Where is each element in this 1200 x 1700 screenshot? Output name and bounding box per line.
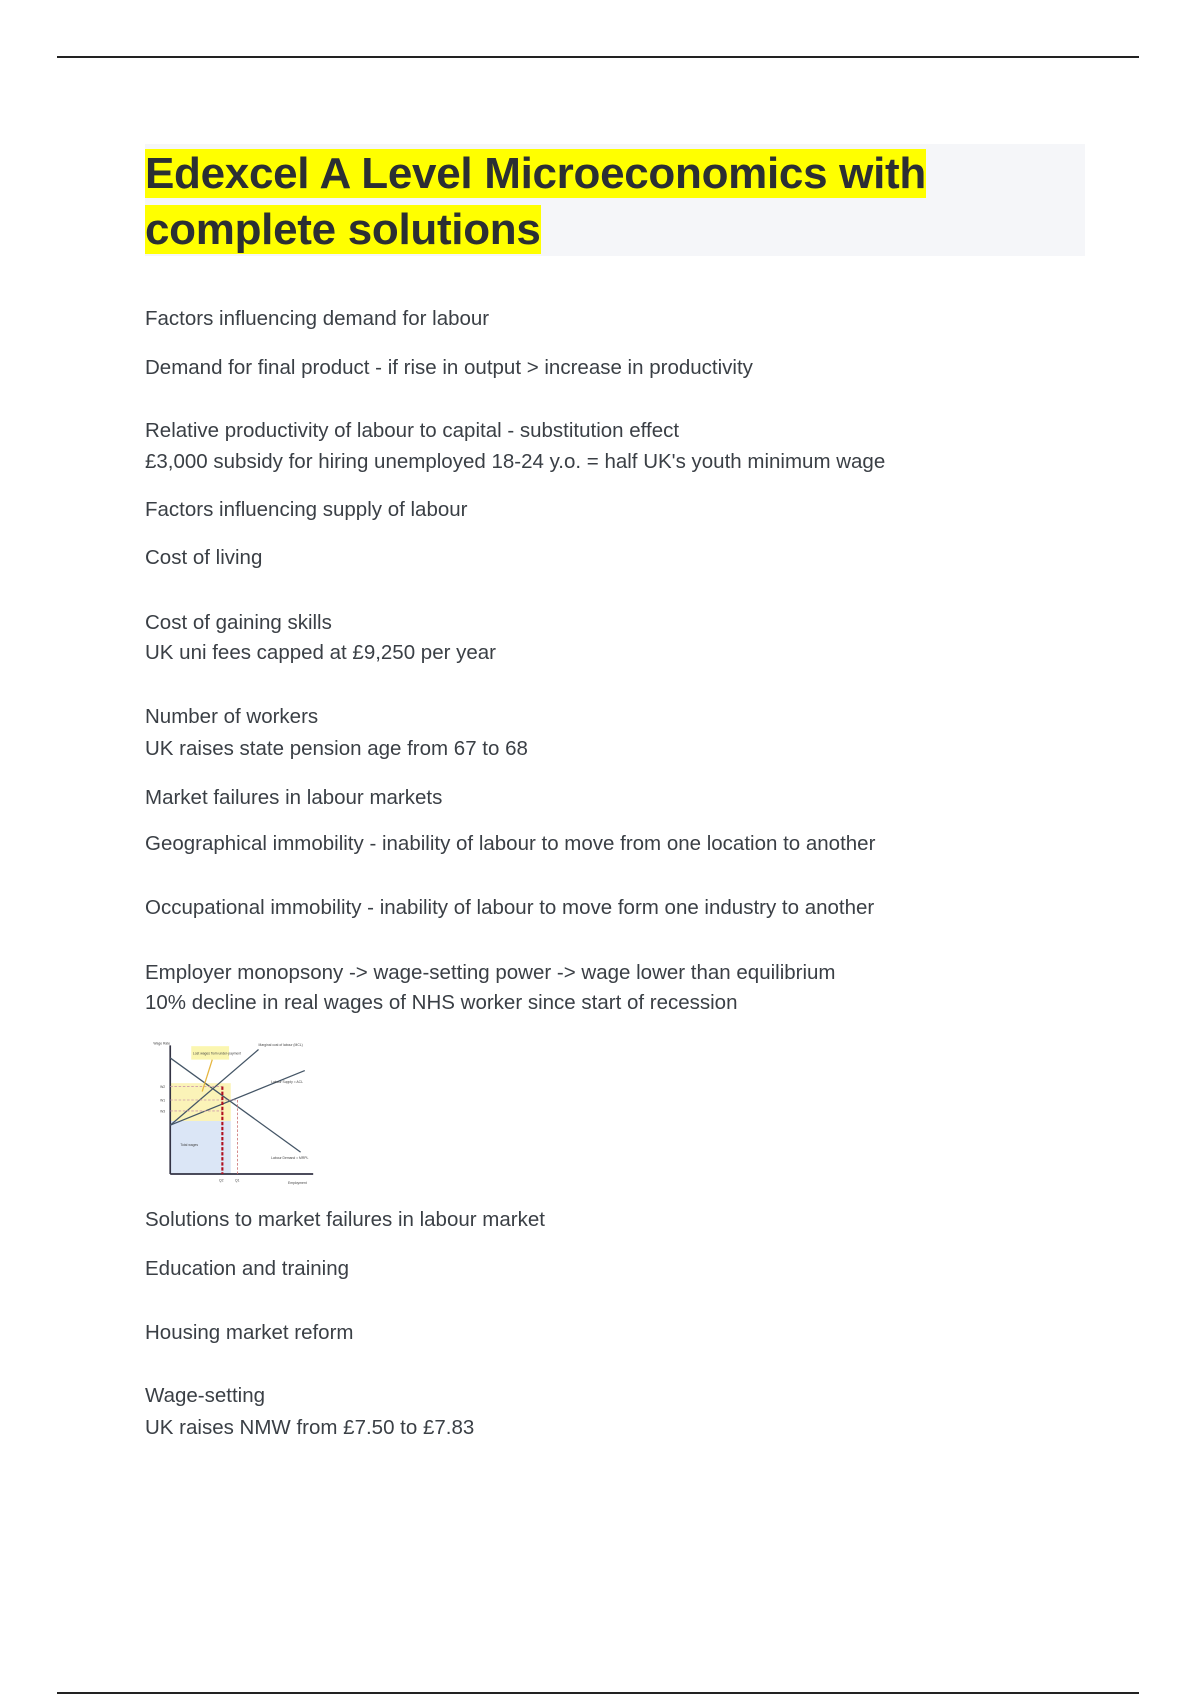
text-line: Occupational immobility - inability of labour to move form one industry to another: [145, 896, 875, 919]
text-line: Cost of living: [145, 546, 263, 569]
text-line: Housing market reform: [145, 1321, 354, 1344]
svg-text:Q1: Q1: [234, 1178, 240, 1183]
heading-solutions: Solutions to market failures in labour market: [145, 1208, 545, 1231]
text-line: UK uni fees capped at £9,250 per year: [145, 641, 497, 664]
svg-text:Q2: Q2: [219, 1178, 224, 1183]
svg-text:W2: W2: [160, 1085, 166, 1090]
text-line: Wage-setting: [145, 1384, 266, 1407]
text-line: Education and training: [145, 1257, 350, 1280]
text-line: UK raises NMW from £7.50 to £7.83: [145, 1416, 475, 1439]
text-line: Number of workers: [145, 705, 319, 728]
heading-market-failures: Market failures in labour markets: [145, 786, 443, 809]
svg-text:W3: W3: [160, 1109, 166, 1114]
text-line: UK raises state pension age from 67 to 68: [145, 737, 528, 760]
text-line: Employer monopsony -> wage-setting power -> wage lower than equilibrium: [145, 961, 836, 984]
svg-text:Total wages: Total wages: [180, 1143, 199, 1148]
svg-text:Wage Rate: Wage Rate: [153, 1041, 171, 1046]
svg-text:Employment: Employment: [287, 1181, 307, 1186]
text-line: Cost of gaining skills: [145, 611, 332, 634]
svg-text:Labour Supply = ACL: Labour Supply = ACL: [271, 1080, 303, 1085]
text-line: 10% decline in real wages of NHS worker since start of recession: [145, 991, 738, 1014]
heading-supply-factors: Factors influencing supply of labour: [145, 498, 468, 521]
top-rule: [57, 56, 1139, 58]
svg-text:Labour Demand = MRPL: Labour Demand = MRPL: [271, 1155, 309, 1160]
monopsony-diagram: [145, 1032, 330, 1189]
svg-text:Lost wages from under-payment: Lost wages from under-payment: [192, 1051, 242, 1056]
bottom-rule: [57, 1692, 1139, 1694]
text-line: Demand for final product - if rise in output > increase in productivity: [145, 356, 753, 379]
text-line: Geographical immobility - inability of labour to move from one location to another: [145, 832, 876, 855]
heading-demand-factors: Factors influencing demand for labour: [145, 307, 490, 330]
svg-text:W1: W1: [160, 1098, 166, 1103]
svg-text:Marginal cost of labour (MCL): Marginal cost of labour (MCL): [258, 1043, 303, 1048]
document-title: Edexcel A Level Microeconomics with complete solutions: [145, 149, 926, 254]
text-line: £3,000 subsidy for hiring unemployed 18-24 y.o. = half UK's youth minimum wage: [145, 450, 886, 473]
text-line: Relative productivity of labour to capital - substitution effect: [145, 419, 680, 442]
